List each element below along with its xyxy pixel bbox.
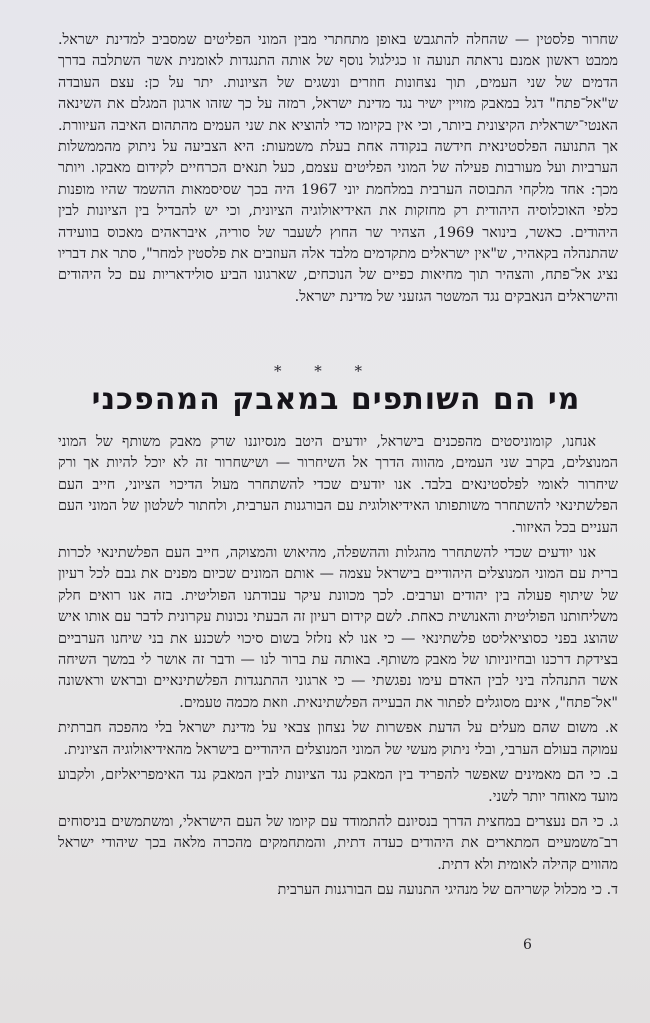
section-title: מי הם השותפים במאבק המהפכני xyxy=(91,382,581,417)
continuation-text xyxy=(58,30,618,308)
list-item: ג. כי הם נעצרים במחצית הדרך בנסיונם להתמודד עם קיומו של העם הישראלי, ומשתמשים בניסוחים רב־משמעיים המתארים את היהודים כעדה דתית, והמתחמקים מהכרה מלאה בכך שיהודי ישראל מהווים קהילה לאומית ולא דתית. xyxy=(58,813,618,873)
section-divider-stars: * * * xyxy=(273,362,377,380)
page-number: 6 xyxy=(523,937,532,953)
list-item: ד. כי מכלול קשריהם של מנהיגי התנועה עם הבורגנות הערבית xyxy=(277,882,618,899)
paragraph: אנו יודעים שכדי להשתחרר מהגלות וההשפלה, מהיאוש והמצוקה, חייב העם הפלשתינאי לכרות ברית עם המוני המנוצלים היהודיים בישראל עצמה — אותם המונים שכיום מפנים את גבם לכל רעיון של שיתוף פעולה בין יהודים וערבים. לכך מכוונת עיקר עבודתנו הפוליטית. בזה אנו רואים חלק משליחותנו הפוליטית והאנושית כאחת. לשם קידום רעיון זה הבעתי נכונות עקרונית לדבר עם אותו איש שהוצג בפני כסוציאליסט פלשתינאי — כי אנו לא נזלזל בשום סיכוי לשכנע את בני שיחנו הערביים בצידקת דרכנו ובחיוניותו של מאבק משותף. באותה עת ברור לנו — ודבר זה אושר לי במשך השיחה אשר התנהלה ביני לבין האדם עימו נפגשתי — כי ארגוני ההתנגדות הפלשתינאיים ובראש וראשונה "אל־פתח", אינם מסוגלים לפתור את הבעייה הפלשתינאית. וזאת מכמה טעמים. xyxy=(58,545,618,711)
list-item: ב. כי הם מאמינים שאפשר להפריד בין המאבק נגד הציונות לבין המאבק נגד האימפריאליזם, ולקבוע מועד מאוחר יותר לשני. xyxy=(58,767,618,805)
paragraph: שחרור פלסטין — שהחלה להתגבש באופן מתחתרי מבין המוני הפליטים שמסביב למדינת ישראל. ממבט ראשון אמנם נראתה תנועה זו כגילגול נוסף של אותה התנגדות לאומנית אשר השתלבה בדרך הדמים של שני העמים, תוך נצחונות חוזרים ונשגים של הציונות. יתר על כן: עצם העובדה ש"אל־פתח" דגל במאבק מזויין ישיר נגד מדינת ישראל, רמזה על כך שזהו ארגון המגלם את השינאה האנטי־ישראלית הקיצונית ביותר, וכי אין בקיומו כדי להוציא את שני העמים מהתהום האיבה העיוורת. אך התנועה הפלסטינאית חידשה בנקודה אחת בעלת משמעות: היא הצביעה על ניתוק מהממשלות הערביות ועל מעורבות פעילה של המוני הפליטים עצמם, כעל תנאים הכרחיים לקידום מאבקו. ויותר מכך: אחד מלקחי התבוסה הערבית במלחמת יוני 1967 היה בכך שסיסמאות ההשמד שהיו מופנות כלפי האוכלוסיה היהודית רק מחזקות את האידיאולוגיה הציונית, וכי יש להבדיל בין הציונות לבין היהודים. כאשר, בינואר 1969, הצהיר שר החוץ לשעבר של סוריה, איבראהים מאכוס בוועידה שהתנהלה בקאהיר, ש"אין ישראלים מתקדמים מלבד אלה העוזבים את פלסטין למחר", סתר את דבריו נציג אל־פתח, והצהיר תוך מחיאות כפיים של הנוכחים, שארגונו הביע סולידאריות עם כל היהודים והישראלים הנאבקים נגד המשטר הגזעני של מדינת ישראל. xyxy=(58,32,618,305)
section-body xyxy=(58,432,618,906)
list-item: א. משום שהם מעלים על הדעת אפשרות של נצחון צבאי על מדינת ישראל בלי מהפכה חברתית עמוקה בעולם הערבי, ובלי ניתוק מעשי של המוני המנוצלים היהודיים בישראל מהאידיאולוגיה הציונית. xyxy=(58,720,618,758)
paragraph: אנחנו, קומוניסטים מהפכנים בישראל, יודעים היטב מנסיוננו שרק מאבק משותף של המוני המנוצלים, בקרב שני העמים, מהווה הדרך אל השיחרור — ושישחרור זה לא יוכל להיות אך ורק שיחרור לאומי לפלסטינאים בלבד. אנו יודעים שכדי להשתחרר מעול הדיכוי הציוני, חייב העם הפלשתינאי להשתחרר משותפותו האידיאולוגית עם הבורגנות הערבית, ולחתור לשלטון של המוני העם העניים בכל האיזור. xyxy=(58,434,618,536)
